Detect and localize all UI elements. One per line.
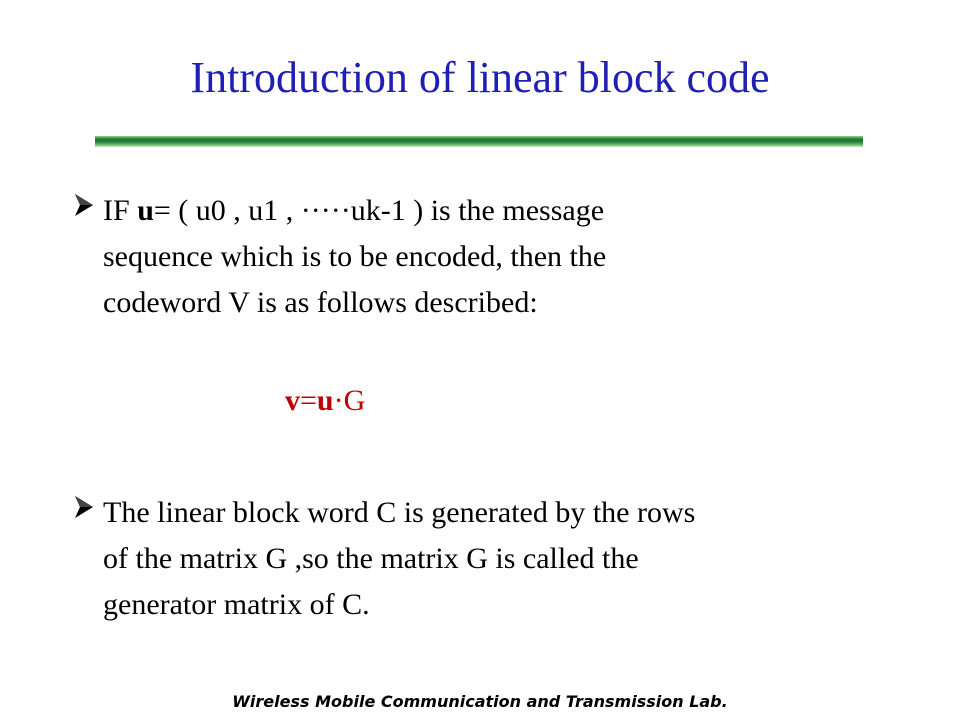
slide-title: Introduction of linear block code xyxy=(190,53,770,102)
bullet-1-line-2: sequence which is to be encoded, then the xyxy=(103,240,607,273)
arrow-bullet-icon xyxy=(73,494,103,520)
bullet-message-sequence xyxy=(73,188,873,326)
bullet-1-line-1 xyxy=(103,188,873,234)
title-divider xyxy=(95,136,863,147)
bullet-2-line-1: The linear block word C is generated by the rows xyxy=(103,496,696,529)
bullet-1-prefix: IF xyxy=(103,194,138,227)
bullet-2-line-2: of the matrix G ,so the matrix G is called the xyxy=(103,542,639,575)
arrow-bullet-icon xyxy=(73,192,103,218)
bullet-1-line-3: codeword V is as follows described: xyxy=(103,286,538,319)
equation-v: v xyxy=(285,384,300,417)
bullet-1-tuple: = ( u0 , u1 , ·····uk-1 ) is the message xyxy=(153,194,605,227)
equation-equals: = xyxy=(300,384,317,417)
bullet-1-u-symbol: u xyxy=(137,194,154,227)
footer-lab-name: Wireless Mobile Communication and Transmission Lab. xyxy=(232,692,728,711)
codeword-equation xyxy=(285,384,365,418)
bullet-generator-matrix xyxy=(73,490,873,628)
bullet-2-line-3: generator matrix of C. xyxy=(103,588,370,621)
equation-g: ·G xyxy=(333,384,366,417)
equation-u: u xyxy=(316,384,334,417)
